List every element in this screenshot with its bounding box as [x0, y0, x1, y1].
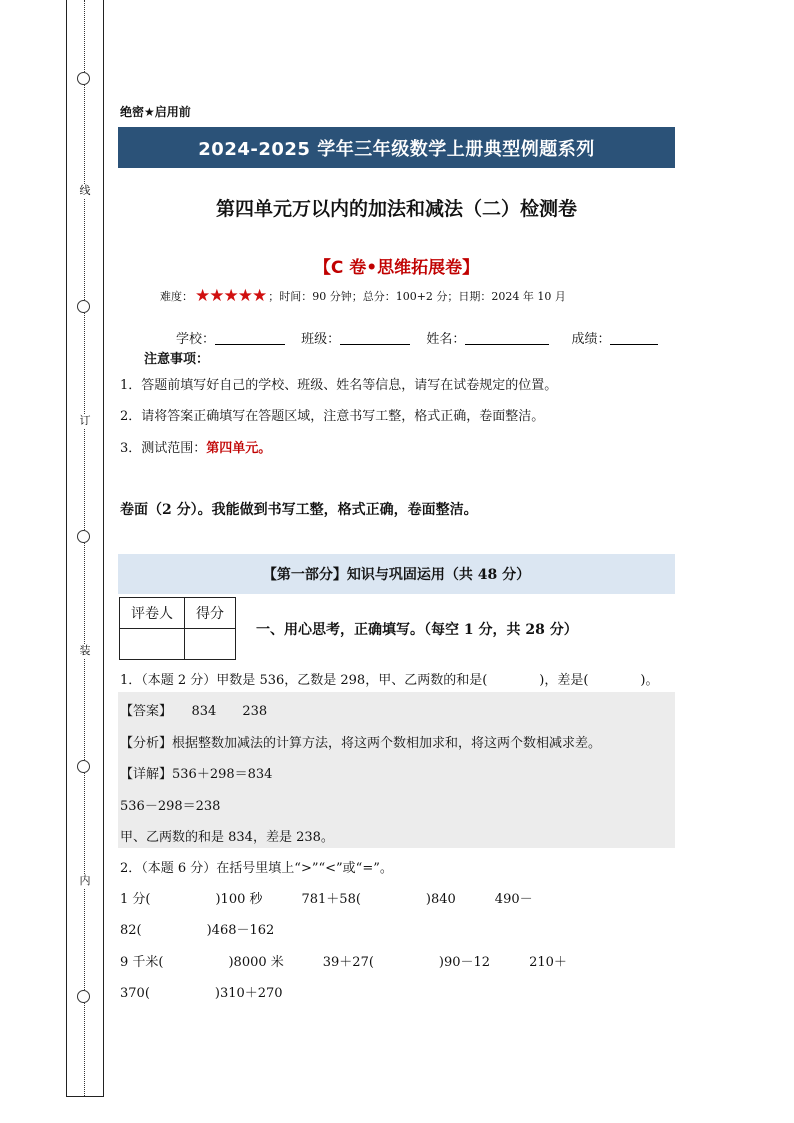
binding-mark-xian: 线 [75, 184, 95, 198]
score-blank[interactable] [610, 330, 658, 345]
binding-mark-ding: 订 [75, 414, 95, 428]
neatness-note: 卷面（2 分）。我能做到书写工整，格式正确，卷面整洁。 [120, 502, 478, 518]
class-label: 班级： [301, 332, 341, 347]
section-heading: 【第一部分】知识与巩固运用（共 48 分） [118, 554, 675, 594]
grader-table [119, 597, 236, 660]
question-2-row: 1 分( )100 秒 781＋58( )840 490－ [120, 892, 533, 907]
exam-subtitle: 【C 卷•思维拓展卷】 [313, 258, 480, 278]
binding-dotted-line [84, 0, 85, 1096]
notes-heading: 注意事项： [144, 352, 210, 367]
question-2-row: 370( )310＋270 [120, 986, 283, 1001]
binding-margin [66, 0, 104, 1097]
binding-hole [77, 760, 90, 773]
confidential-label: 绝密★启用前 [120, 105, 191, 119]
detail-line: 【详解】536＋298＝834 [120, 767, 273, 782]
class-blank[interactable] [340, 330, 410, 345]
question-1-stem: 1．（本题 2 分）甲数是 536，乙数是 298，甲、乙两数的和是( )，差是( )。 [120, 673, 659, 688]
question-2-row: 82( )468－162 [120, 923, 275, 938]
score-header: 得分 [185, 598, 236, 629]
answer-line: 【答案】 834 238 [120, 704, 268, 719]
detail-line: 甲、乙两数的和是 834，差是 238。 [120, 830, 334, 845]
reviewer-cell[interactable] [120, 629, 185, 660]
scope-value: 第四单元。 [206, 441, 272, 456]
score-cell[interactable] [185, 629, 236, 660]
difficulty-stars-icon: ★★★★★ [195, 286, 267, 306]
reviewer-header: 评卷人 [120, 598, 185, 629]
school-blank[interactable] [215, 330, 285, 345]
exam-meta-info: ；时间：90 分钟；总分：100+2 分；日期：2024 年 10 月 [268, 290, 566, 303]
binding-hole [77, 530, 90, 543]
binding-mark-zhuang: 装 [75, 644, 95, 658]
binding-hole [77, 72, 90, 85]
difficulty-label: 难度： [160, 290, 193, 303]
binding-hole [77, 990, 90, 1003]
scope-label: 3．测试范围： [120, 441, 207, 456]
score-label: 成绩： [571, 332, 611, 347]
binding-hole [77, 300, 90, 313]
exam-title: 第四单元万以内的加法和减法（二）检测卷 [215, 198, 577, 220]
question-2-stem: 2．（本题 6 分）在括号里填上“>”“<”或“=”。 [120, 861, 393, 876]
name-label: 姓名： [426, 332, 466, 347]
note-item-scope [120, 437, 271, 456]
binding-mark-nei: 内 [75, 874, 95, 888]
question-2-row: 9 千米( )8000 米 39＋27( )90－12 210＋ [120, 955, 567, 970]
analysis-line: 【分析】根据整数加减法的计算方法，将这两个数相加求和，将这两个数相减求差。 [120, 736, 602, 751]
detail-line: 536－298＝238 [120, 799, 221, 814]
series-banner: 2024-2025 学年三年级数学上册典型例题系列 [118, 127, 675, 168]
exam-meta [160, 286, 566, 306]
school-label: 学校： [176, 332, 216, 347]
part1-heading: 一、用心思考，正确填写。（每空 1 分，共 28 分） [256, 622, 578, 638]
note-item: 1．答题前填写好自己的学校、班级、姓名等信息，请写在试卷规定的位置。 [120, 378, 558, 393]
note-item: 2．请将答案正确填写在答题区域，注意书写工整，格式正确，卷面整洁。 [120, 409, 545, 424]
student-info-fields [176, 328, 658, 347]
name-blank[interactable] [465, 330, 549, 345]
